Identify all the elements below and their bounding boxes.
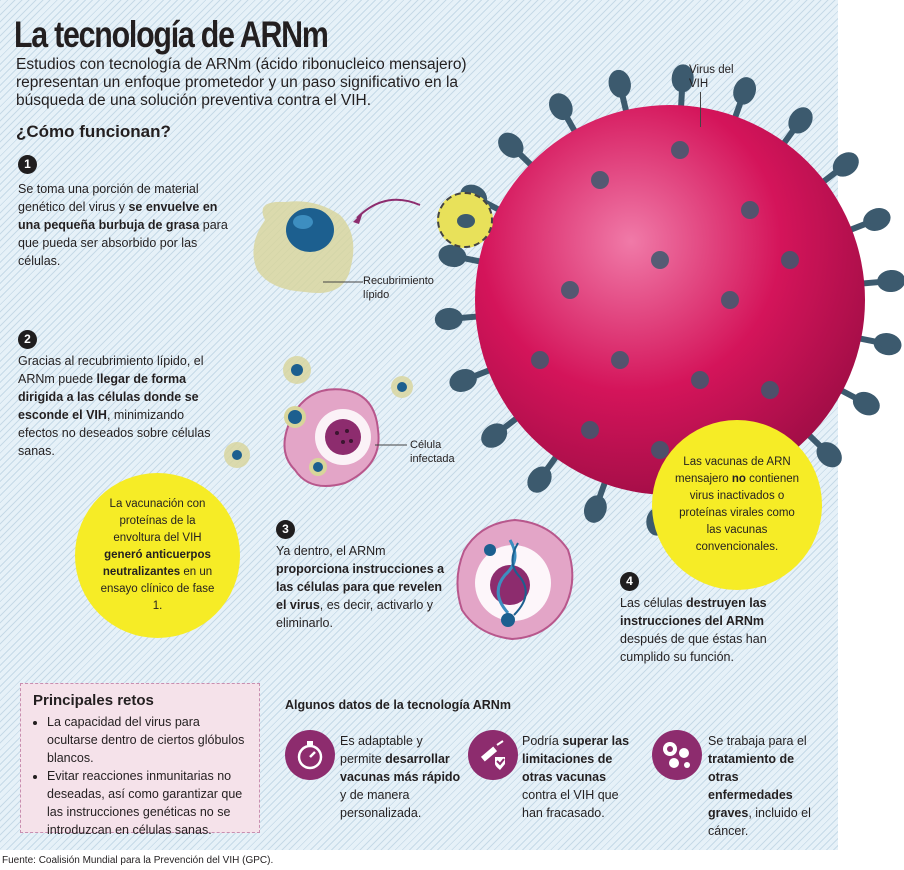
- step-3-number: 3: [276, 520, 295, 539]
- step-4-text: Las células destruyen las instrucciones del ARNm después de que éstas han cumplido su función.: [620, 596, 767, 664]
- how-it-works-heading: ¿Cómo funcionan?: [16, 122, 171, 141]
- stopwatch-icon: [285, 730, 335, 780]
- page-title: La tecnología de ARNm: [14, 14, 328, 55]
- fact-2-text: Podría superar las limitaciones de otras vacunas contra el VIH que han fracasado.: [522, 734, 630, 820]
- main-challenges-list: [33, 713, 247, 839]
- step-3-text: Ya dentro, el ARNm proporciona instrucciones a las células para que revelen el virus, es decir, activarlo y eliminarlo.: [276, 544, 445, 630]
- fact-3-text: Se trabaja para el tratamiento de otras enfermedades graves, incluido el cáncer.: [708, 734, 811, 838]
- step-1-text: Se toma una porción de material genético del virus y se envuelve en una pequeña burbuja de grasa para que pueda ser absorbido por las células.: [18, 182, 228, 268]
- main-challenges-title: Principales retos: [33, 692, 154, 709]
- step-4-number: 4: [620, 572, 639, 591]
- infected-cell-label: Célula infectada: [410, 439, 455, 465]
- source-note: Fuente: Coalisión Mundial para la Prevención del VIH (GPC).: [2, 855, 274, 866]
- virus-label: Virus del VIH: [689, 64, 734, 90]
- intro-text: Estudios con tecnología de ARNm (ácido ribonucleico mensajero) representan un enfoque prometedor y un paso significativo en la búsqueda de una solución preventiva contra el VIH.: [16, 56, 467, 109]
- mrna-facts-title: Algunos datos de la tecnología ARNm: [285, 698, 511, 712]
- main-challenges-box: [20, 683, 260, 837]
- virus-label-line: [700, 92, 701, 127]
- fact-1-text: Es adaptable y permite desarrollar vacunas más rápido y de manera personalizada.: [340, 734, 461, 820]
- cells-icon: [652, 730, 702, 780]
- syringe-shield-icon: [468, 730, 518, 780]
- step-1-number: 1: [18, 155, 37, 174]
- infected-cell-illustration: [215, 345, 415, 505]
- yellow-note-antibodies: La vacunación con proteínas de la envoltura del VIH generó anticuerpos neutralizantes en un ensayo clínico de fase 1.: [75, 473, 240, 638]
- highlighted-spike: [437, 192, 493, 248]
- cell-mrna-illustration: [450, 515, 580, 645]
- step-2-text: Gracias al recubrimiento lípido, el ARNm puede llegar de forma dirigida a las células donde se esconde el VIH, minimizando efectos no deseados sobre células sanas.: [18, 354, 211, 458]
- challenge-item: • Evitar reacciones inmunitarias no deseadas, así como garantizar que las instrucciones genéticas no se introduzcan en células sanas.: [47, 767, 247, 839]
- step-2-number: 2: [18, 330, 37, 349]
- lipid-coating-label: Recubrimiento lípido: [363, 275, 434, 301]
- challenge-item: • La capacidad del virus para ocultarse dentro de ciertos glóbulos blancos.: [47, 713, 247, 767]
- yellow-note-no-virus: Las vacunas de ARN mensajero no contienen virus inactivados o proteínas virales como las vacunas convencionales.: [652, 420, 822, 590]
